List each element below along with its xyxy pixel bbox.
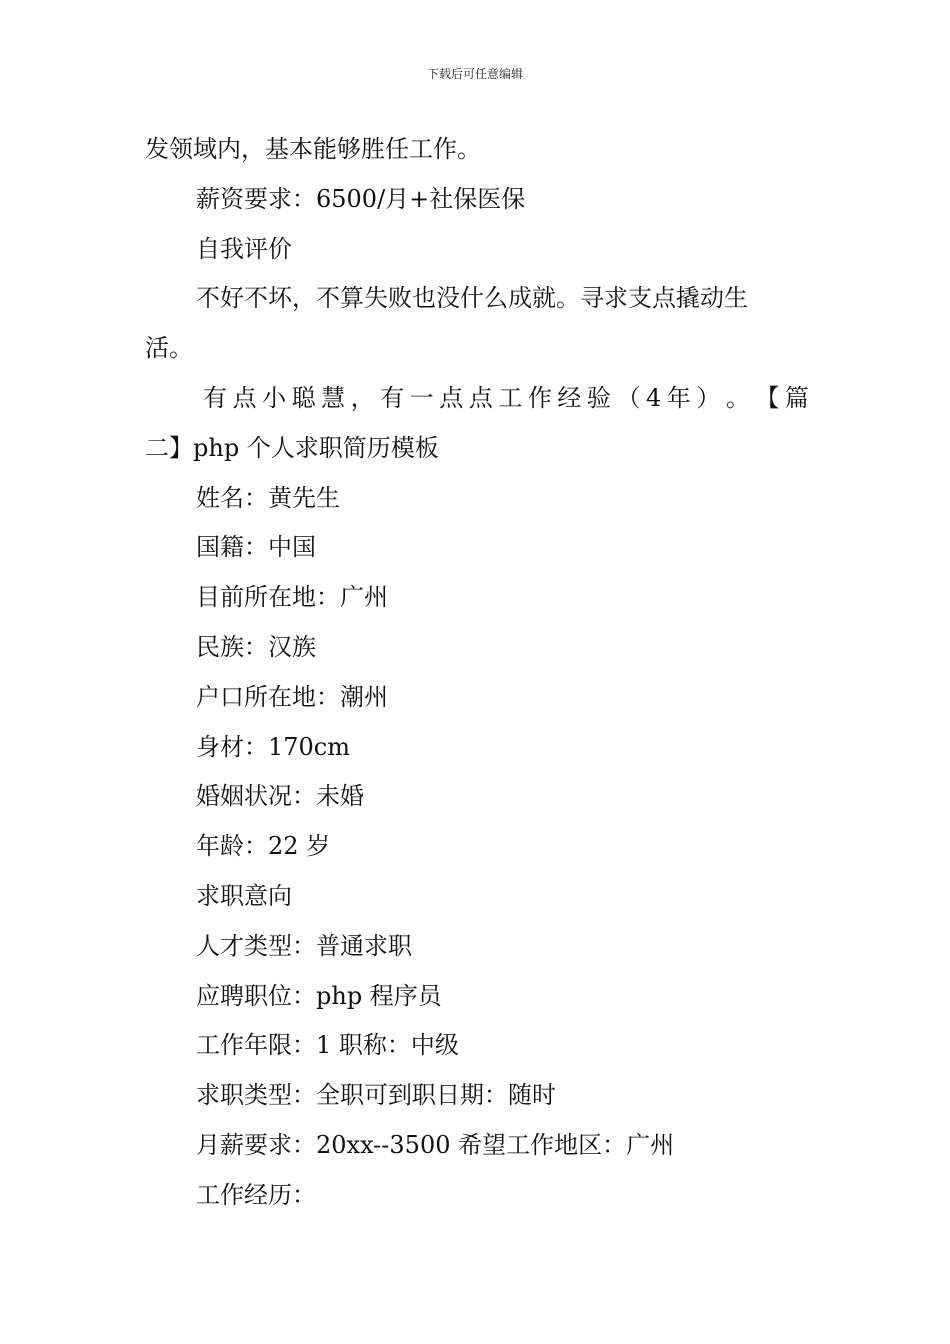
field-position: 应聘职位：php 程序员 [196, 981, 442, 1010]
justified-char: 有 [203, 383, 227, 412]
text-line: 活。 [145, 334, 193, 363]
field-name: 姓名：黄先生 [196, 483, 340, 512]
self-evaluation-text: 不好不坏，不算失败也没什么成就。寻求支点撬动生 [196, 284, 748, 313]
justified-char: 点 [232, 383, 257, 412]
field-ethnicity: 民族：汉族 [196, 632, 316, 661]
field-age: 年龄：22 岁 [196, 832, 331, 861]
field-work-years: 工作年限：1 职称：中级 [196, 1031, 459, 1060]
justified-char: ， [350, 383, 375, 412]
text-line: 发领域内，基本能够胜任工作。 [145, 135, 481, 163]
justified-char: 点 [439, 383, 464, 412]
field-current-location: 目前所在地：广州 [196, 583, 388, 612]
justified-char: 一 [409, 383, 434, 412]
justified-char: 点 [468, 383, 493, 412]
job-intention-heading: 求职意向 [196, 881, 292, 910]
justified-char: 4 [645, 383, 662, 412]
justified-char: 工 [498, 383, 523, 412]
justified-char: 作 [527, 383, 552, 412]
salary-requirement: 薪资要求：6500/月+社保医保 [196, 184, 526, 213]
justified-char: ） [696, 383, 721, 412]
justified-char: 年 [666, 383, 691, 412]
justified-char: 篇 [784, 383, 809, 412]
justified-char: （ [616, 383, 641, 412]
field-job-type: 求职类型：全职可到职日期：随时 [196, 1081, 556, 1110]
justified-char: 。 [725, 383, 750, 412]
justified-char: 聪 [291, 383, 316, 412]
field-marital-status: 婚姻状况：未婚 [196, 782, 364, 811]
justified-char: 慧 [321, 383, 346, 412]
justified-line [145, 374, 809, 424]
justified-char: 经 [557, 383, 582, 412]
field-talent-type: 人才类型：普通求职 [196, 931, 412, 960]
justified-char: 小 [262, 383, 287, 412]
justified-char: 有 [380, 383, 405, 412]
field-salary: 月薪要求：20xx--3500 希望工作地区：广州 [196, 1130, 675, 1159]
page-header: 下载后可任意编辑 [426, 67, 523, 81]
self-evaluation-heading: 自我评价 [196, 234, 292, 263]
field-nationality: 国籍：中国 [196, 533, 316, 562]
work-experience-heading: 工作经历： [196, 1180, 316, 1209]
document-body [145, 125, 809, 1221]
justified-char: 验 [586, 383, 611, 412]
section-title: 二】php 个人求职简历模板 [145, 433, 439, 462]
field-hukou: 户口所在地：潮州 [196, 682, 388, 711]
justified-char: 【 [755, 383, 780, 412]
field-height: 身材：170cm [196, 732, 351, 761]
